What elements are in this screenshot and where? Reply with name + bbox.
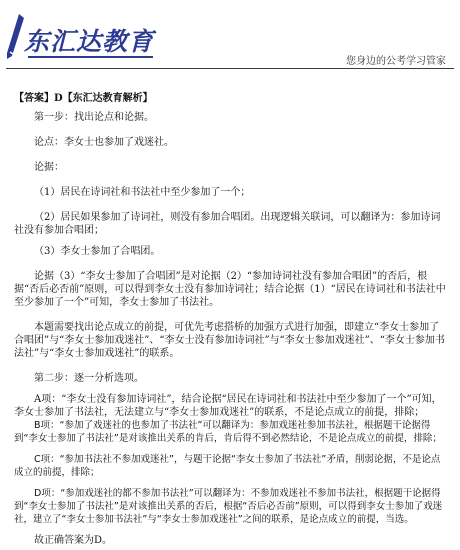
option-a: A项：“李女士没有参加诗词社”，结合论据“居民在诗词社和书法社中至少参加了一个”可知，李女士参加了书法社，无法建立与“李女士参加戏迷社”的联系，不是论点成立的前提，排除； [14, 394, 442, 418]
evidence-3: （3）李女士参加了合唱团。 [34, 246, 161, 257]
reasoning: 论据（3）“李女士参加了合唱团”是对论据（2）“参加诗词社没有参加合唱团”的否后，根据“否后必否前”原则，可以得到李女士没有参加诗词社；结合论据（1）“居民在诗词社和书法社中至少参加了一个”可知，李女士参加了书法社。 [14, 271, 446, 308]
thesis: 论点：李女士也参加了戏迷社。 [34, 137, 174, 148]
brand-name: 东汇达教育 [24, 27, 155, 56]
option-d: D项：“参加戏迷社的都不参加书法社”可以翻译为：不参加戏迷社不参加书法社，根据题干论据得到“李女士参加了书法社”是对该推出关系的否后，根据“否后必否前”原则，可以得到李女士参加了戏迷社，建立了“李女士参加书法社”与“李女士参加戏迷社”之间的联系，是论点成立的前提，当选。 [14, 488, 443, 525]
slogan: 您身边的公考学习管家 [346, 56, 446, 67]
pen-logo-icon [4, 12, 26, 62]
evidence-1: （1）居民在诗词社和书法社中至少参加了一个； [34, 187, 251, 198]
summary: 本题需要找出论点成立的前提，可优先考虑搭桥的加强方式进行加强，即建立“李女士参加了合唱团”与“李女士参加戏迷社”、“李女士没有参加诗词社”与“李女士参加戏迷社”、“李女士参加书法社”与“李女士参加戏迷社”的联系。 [14, 322, 445, 359]
evidence-2: （2）居民如果参加了诗词社，则没有参加合唱团。出现逻辑关联词，可以翻译为：参加诗词社没有参加合唱团； [14, 212, 441, 236]
analysis-document [14, 92, 446, 547]
header-divider [6, 68, 454, 69]
option-c: C项：“参加书法社不参加戏迷社”，与题干论据“李女士参加了书法社”矛盾，削弱论据，不是论点成立的前提，排除； [14, 454, 441, 478]
evidence-label: 论据： [34, 162, 64, 173]
step-two: 第二步：逐一分析选项。 [34, 373, 144, 384]
option-b: B项：“参加了戏迷社的也参加了书法社”可以翻译为：参加戏迷社参加书法社，根据题干论据得到“李女士参加了书法社”是对该推出关系的肯后，肯后得不到必然结论，不是论点成立的前提，排除； [14, 420, 442, 444]
step-one: 第一步：找出论点和论据。 [34, 112, 154, 123]
header [0, 0, 460, 80]
answer-title: 【答案】D【东汇达教育解析】 [14, 93, 153, 104]
brand-underline [28, 56, 153, 58]
conclusion: 故正确答案为D。 [34, 535, 113, 546]
